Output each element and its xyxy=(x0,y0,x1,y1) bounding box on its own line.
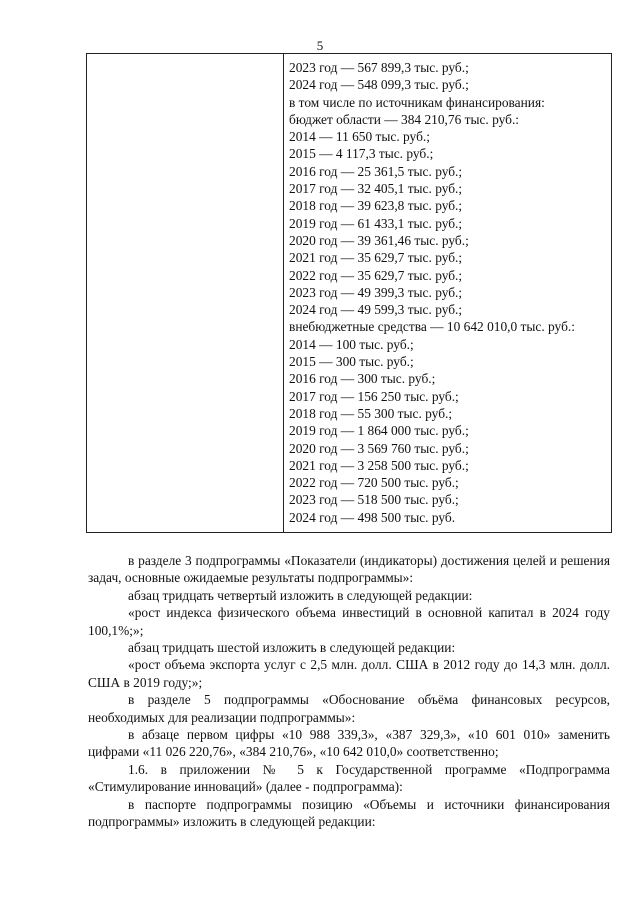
table-column-divider xyxy=(283,54,284,532)
table-line: 2015 — 4 117,3 тыс. руб.; xyxy=(289,146,434,162)
page-number: 5 xyxy=(316,38,324,53)
table-line: 2020 год — 3 569 760 тыс. руб.; xyxy=(289,440,469,456)
table-line: 2023 год — 518 500 тыс. руб.; xyxy=(289,492,459,508)
paragraph: в разделе 3 подпрограммы «Показатели (индикаторы) достижения целей и решения задач, основные ожидаемые результаты подпрограммы»: xyxy=(88,553,610,586)
paragraph: абзац тридцать четвертый изложить в следующей редакции: xyxy=(128,587,473,603)
table-line: 2014 — 100 тыс. руб.; xyxy=(289,336,414,352)
paragraph: в паспорте подпрограммы позицию «Объемы и источники финансирования подпрограммы» изложить в следующей редакции: xyxy=(88,796,610,830)
table-line: 2016 год — 25 361,5 тыс. руб.; xyxy=(289,163,463,179)
table-line: 2024 год — 49 599,3 тыс. руб.; xyxy=(289,302,463,318)
table-line: 2024 год — 548 099,3 тыс. руб.; xyxy=(289,77,469,93)
table-line: в том числе по источникам финансирования: xyxy=(289,94,545,110)
table-line: 2021 год — 35 629,7 тыс. руб.; xyxy=(289,250,463,266)
table-line: 2019 год — 61 433,1 тыс. руб.; xyxy=(289,215,463,231)
table-line: внебюджетные средства — 10 642 010,0 тыс. руб.: xyxy=(289,319,575,335)
paragraph: абзац тридцать шестой изложить в следующей редакции: xyxy=(128,640,456,656)
paragraph: 1.6. в приложении № 5 к Государственной программе «Подпрограмма «Стимулирование инноваций» (далее - подпрограмма): xyxy=(88,761,610,795)
table-line: 2019 год — 1 864 000 тыс. руб.; xyxy=(289,423,469,439)
table-line: 2021 год — 3 258 500 тыс. руб.; xyxy=(289,457,469,473)
table-line: 2017 год — 32 405,1 тыс. руб.; xyxy=(289,181,463,197)
table-line: 2022 год — 720 500 тыс. руб.; xyxy=(289,475,459,491)
paragraph: «рост объема экспорта услуг с 2,5 млн. долл. США в 2012 году до 14,3 млн. долл. США в 2019 году;»; xyxy=(88,657,610,690)
table-line: 2018 год — 55 300 тыс. руб.; xyxy=(289,405,453,421)
financing-table xyxy=(86,53,612,533)
paragraph: «рост индекса физического объема инвестиций в основной капитал в 2024 году 100,1%;»; xyxy=(88,605,610,638)
table-line: 2018 год — 39 623,8 тыс. руб.; xyxy=(289,198,463,214)
table-line: 2024 год — 498 500 тыс. руб. xyxy=(289,509,456,525)
table-line: 2023 год — 567 899,3 тыс. руб.; xyxy=(289,60,469,75)
table-line: 2022 год — 35 629,7 тыс. руб.; xyxy=(289,267,463,283)
table-right-cell xyxy=(289,59,607,526)
table-line: бюджет области — 384 210,76 тыс. руб.: xyxy=(289,111,520,127)
paragraph: в разделе 5 подпрограммы «Обоснование объёма финансовых ресурсов, необходимых для реализации подпрограммы»: xyxy=(88,692,610,725)
table-line: 2017 год — 156 250 тыс. руб.; xyxy=(289,388,459,404)
paragraph: в абзаце первом цифры «10 988 339,3», «387 329,3», «10 601 010» заменить цифрами «11 026 220,76», «384 210,76», «10 642 010,0» соответственно; xyxy=(88,727,610,760)
table-line: 2015 — 300 тыс. руб.; xyxy=(289,354,414,370)
table-line: 2023 год — 49 399,3 тыс. руб.; xyxy=(289,284,463,300)
table-line: 2016 год — 300 тыс. руб.; xyxy=(289,371,436,387)
table-line: 2020 год — 39 361,46 тыс. руб.; xyxy=(289,232,469,248)
document-body xyxy=(88,552,610,831)
table-line: 2014 — 11 650 тыс. руб.; xyxy=(289,129,430,145)
